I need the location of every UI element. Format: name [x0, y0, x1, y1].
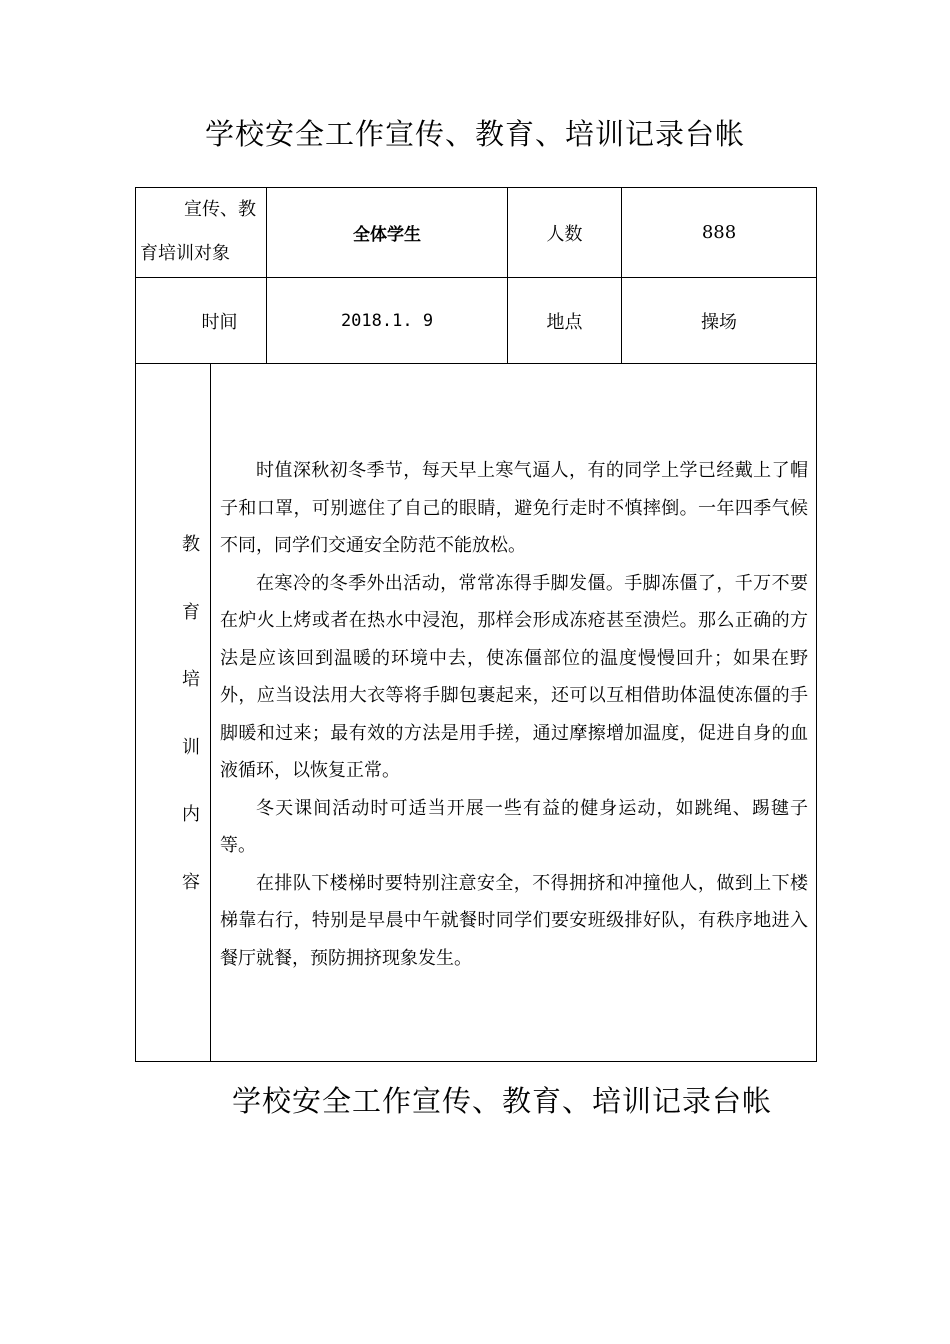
- count-label: 人数: [546, 223, 583, 245]
- content-paragraph: 在排队下楼梯时要特别注意安全，不得拥挤和冲撞他人，做到上下楼梯靠右行，特别是早晨中午就餐时同学们要安班级排好队，有秩序地进入餐厅就餐，预防拥挤现象发生。: [220, 872, 808, 969]
- place-value: 操场: [701, 311, 737, 333]
- content-label-char: 训: [182, 736, 200, 758]
- target-value: 全体学生: [353, 225, 421, 245]
- place-label: 地点: [546, 311, 583, 333]
- content-paragraph: 冬天课间活动时可适当开展一些有益的健身运动，如跳绳、踢毽子等。: [220, 797, 808, 856]
- content-label-char: 内: [182, 804, 200, 825]
- page-title: 学校安全工作宣传、教育、培训记录台帐: [204, 117, 745, 151]
- content-col-divider: [210, 364, 211, 1062]
- target-label-line2: 育培训对象: [140, 243, 230, 264]
- target-label-line1: 宣传、教: [184, 199, 256, 220]
- row-divider-2: [136, 363, 816, 364]
- footer-title: 学校安全工作宣传、教育、培训记录台帐: [231, 1084, 772, 1118]
- content-paragraph: 时值深秋初冬季节，每天早上寒气逼人，有的同学上学已经戴上了帽子和口罩，可别遮住了自己的眼睛，避免行走时不慎摔倒。一年四季气候不同，同学们交通安全防范不能放松。: [220, 460, 808, 556]
- record-table: [135, 187, 817, 1062]
- time-value: 2018.1. 9: [340, 310, 434, 331]
- content-label-char: 容: [182, 871, 200, 893]
- content-paragraph: 在寒冷的冬季外出活动，常常冻得手脚发僵。手脚冻僵了，千万不要在炉火上烤或者在热水中浸泡，那样会形成冻疮甚至溃烂。那么正确的方法是应该回到温暖的环境中去，使冻僵部位的温度慢慢回升；如果在野外，应当设法用大衣等将手脚包裹起来，还可以互相借助体温使冻僵的手脚暖和过来；最有效的方法是用手搓，通过摩擦增加温度，促进自身的血液循环，以恢复正常。: [220, 572, 808, 781]
- training-content: [220, 452, 808, 977]
- target-label: [140, 188, 262, 277]
- count-value: 888: [701, 222, 737, 243]
- content-label-char: 教: [182, 534, 200, 555]
- content-label-char: 育: [182, 601, 200, 623]
- content-label-char: 培: [182, 669, 200, 690]
- time-label: 时间: [201, 311, 238, 333]
- content-label: [176, 511, 206, 916]
